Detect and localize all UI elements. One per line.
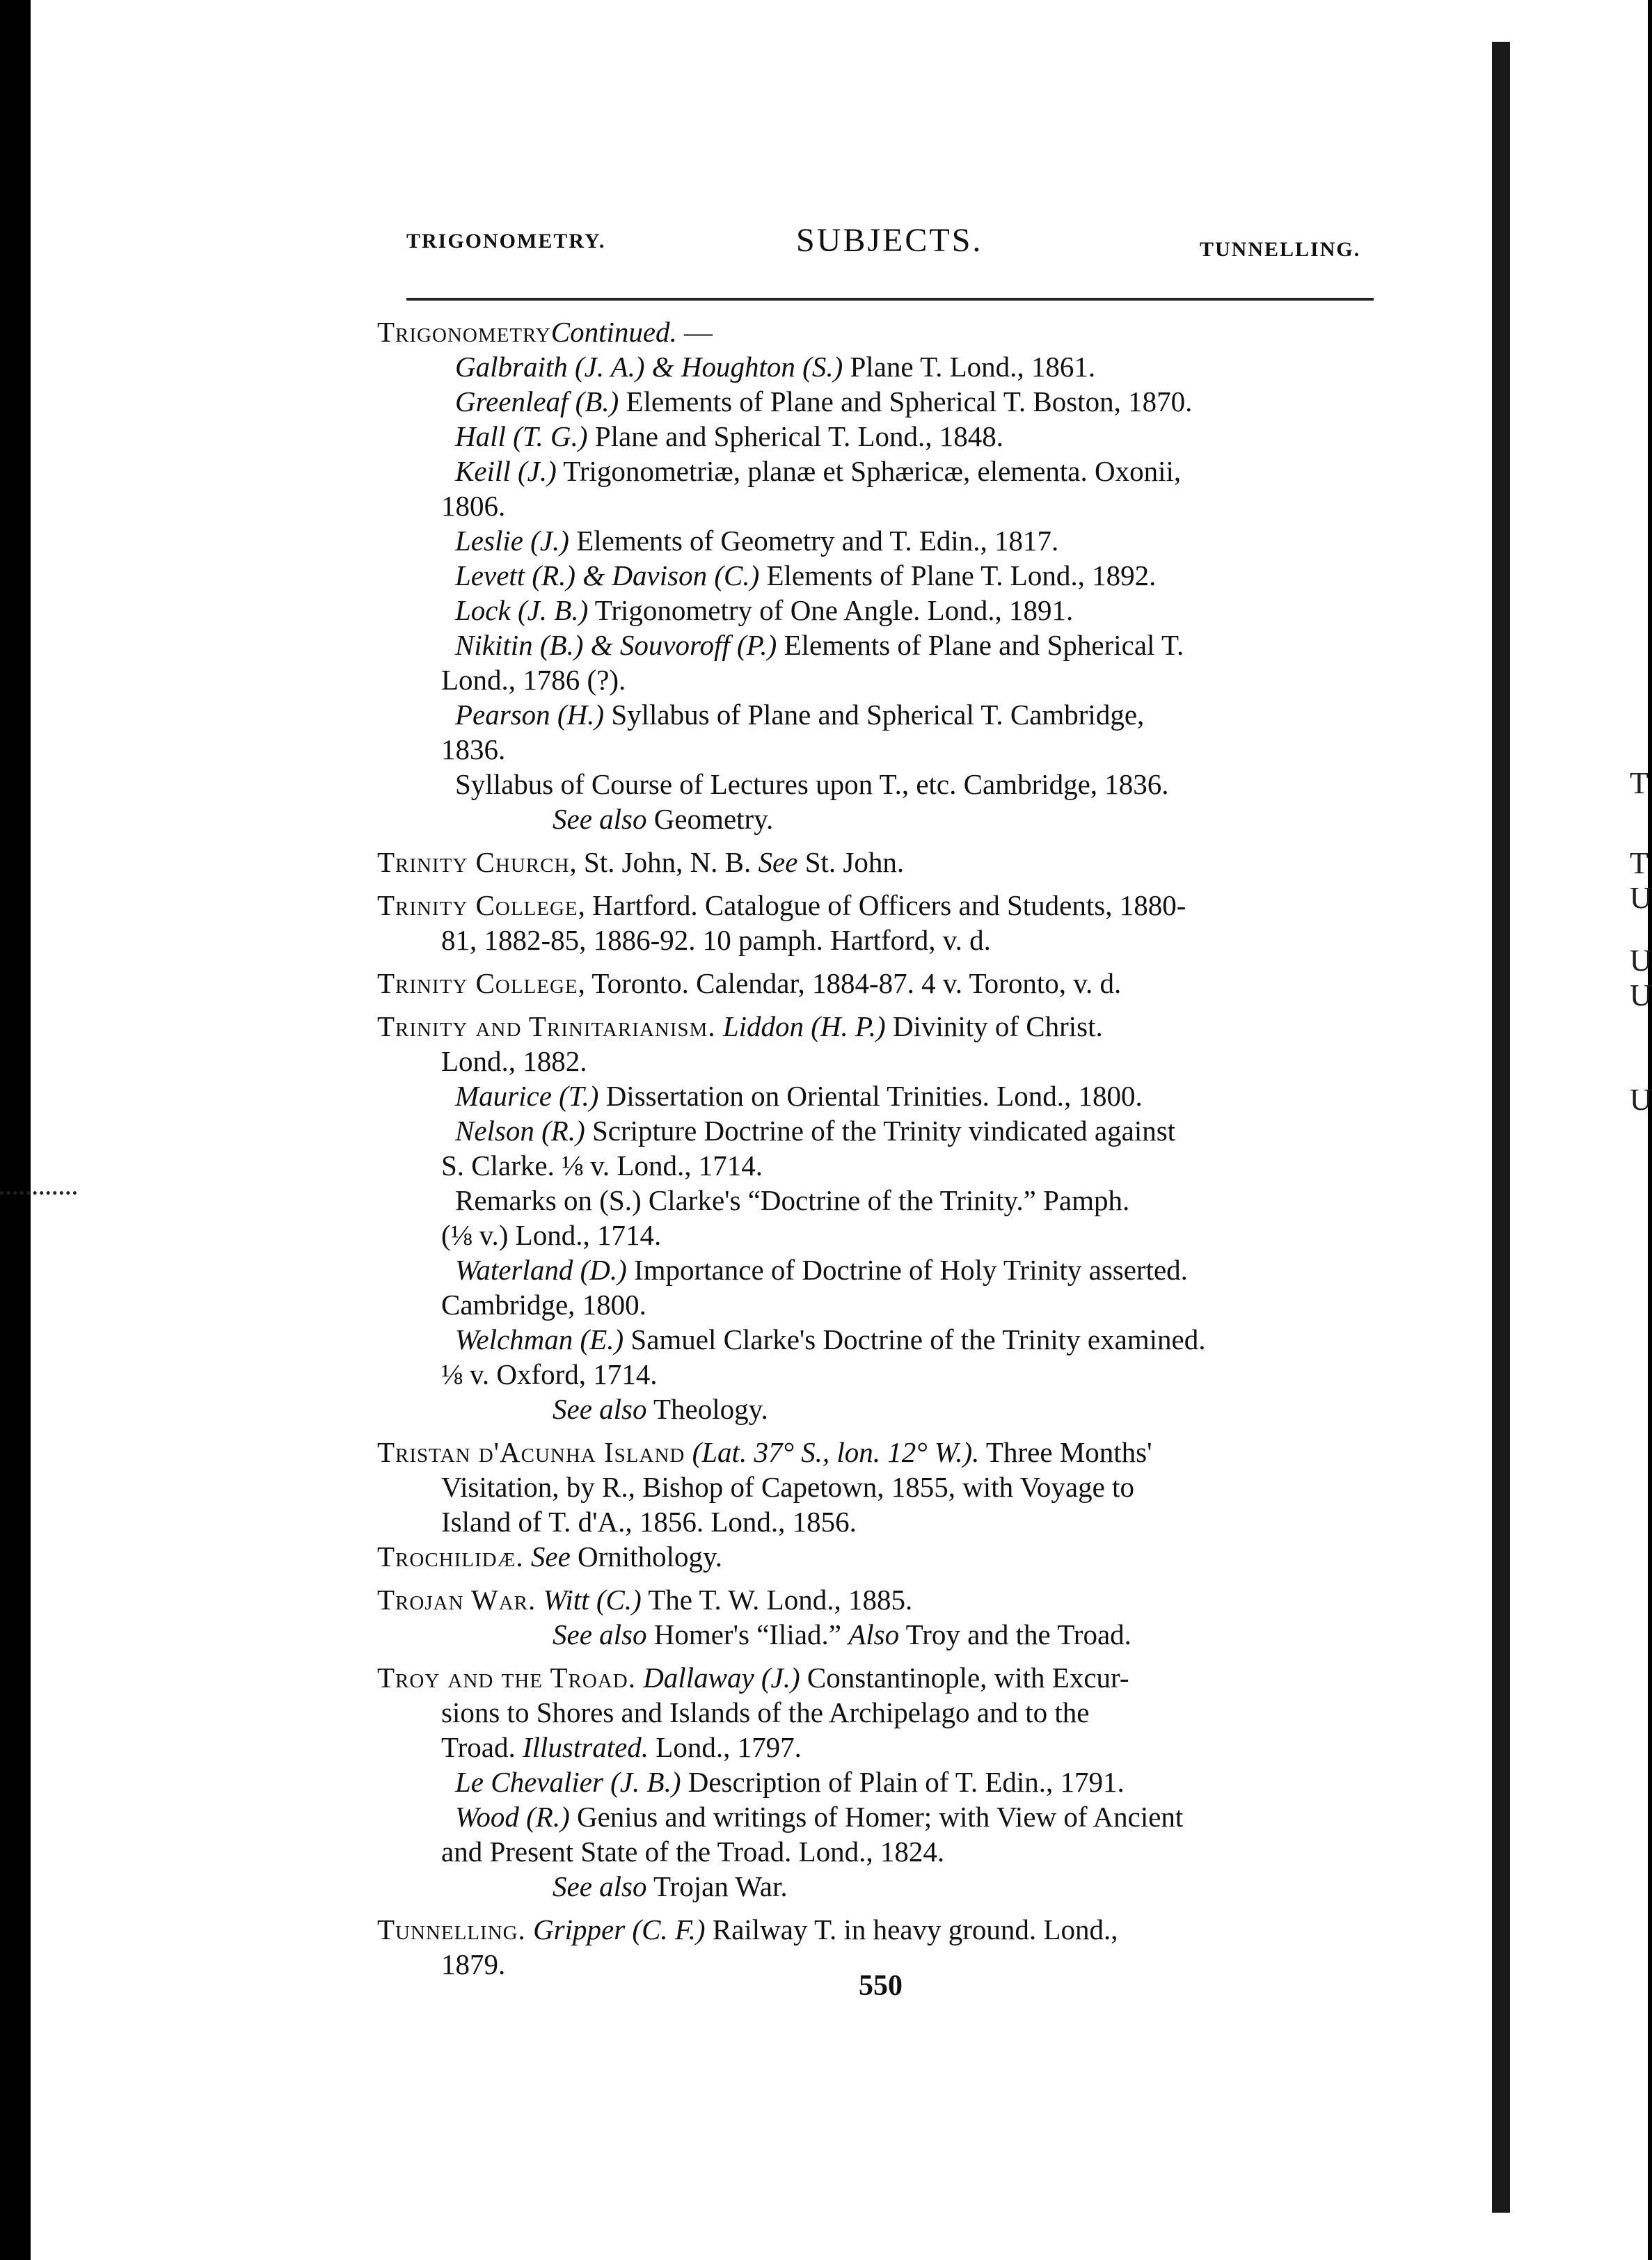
entry-heading: Trochilidæ. [377, 1541, 524, 1573]
entry-italic: See also [553, 1870, 647, 1902]
entry-text: S. Clarke. ⅛ v. Lond., 1714. [441, 1149, 763, 1181]
entry-italic: Greenleaf (B.) [455, 385, 619, 417]
index-entry-line [372, 1539, 1388, 1574]
running-header-right: TUNNELLING. [1200, 238, 1361, 261]
index-entry-line [372, 1044, 1388, 1079]
entry-heading: Troy and the Troad. [377, 1662, 636, 1694]
entry-text: Scripture Doctrine of the Trinity vindicated against [585, 1115, 1176, 1147]
entry-italic: Pearson (H.) [455, 699, 605, 731]
entry-text: Constantinople, with Excur- [800, 1662, 1129, 1694]
entry-text: Elements of Plane and Spherical T. [777, 629, 1184, 661]
entry-text: Remarks on (S.) Clarke's “Doctrine of the Trinity.” Pamph. [455, 1184, 1130, 1216]
index-entry-line [372, 1183, 1388, 1218]
entry-text: ⅛ v. Oxford, 1714. [441, 1358, 658, 1390]
entry-italic: Wood (R.) [455, 1801, 570, 1833]
margin-letter: U [1630, 978, 1652, 1012]
index-entry-line [372, 1470, 1388, 1504]
index-entry-line [372, 1357, 1388, 1392]
entry-text: Troy and the Troad. [899, 1618, 1131, 1650]
index-entry-line [372, 593, 1388, 628]
index-entry-line [372, 1252, 1388, 1287]
entry-italic: Galbraith (J. A.) & Houghton (S.) [455, 351, 843, 383]
entry-text: Lond., 1882. [441, 1045, 587, 1077]
entry-text: Samuel Clarke's Doctrine of the Trinity examined. [624, 1323, 1206, 1355]
entry-text: Importance of Doctrine of Holy Trinity asserted. [626, 1254, 1188, 1286]
entry-text: — [676, 316, 713, 348]
index-entry-line [372, 1009, 1388, 1044]
entry-italic: Leslie (J.) [455, 525, 569, 557]
index-entry-line [372, 315, 1388, 349]
entry-text: 81, 1882-85, 1886-92. 10 pamph. Hartford, v. d. [441, 924, 991, 956]
entry-text: sions to Shores and Islands of the Archipelago and to the [441, 1696, 1090, 1728]
entry-text: Lond., 1797. [649, 1731, 802, 1763]
entry-heading: Tristan d'Acunha Island [377, 1436, 685, 1468]
entry-text: and Present State of the Troad. Lond., 1824. [441, 1836, 945, 1868]
index-entry-line [372, 1765, 1388, 1799]
index-entry-line [372, 384, 1388, 419]
index-entry-line [372, 697, 1388, 732]
page-number: 550 [859, 1970, 903, 2002]
index-entry-line [372, 923, 1388, 957]
index-entry-line [372, 662, 1388, 697]
margin-letter: T [1630, 766, 1649, 800]
adjacent-page-strip [1484, 0, 1652, 2260]
entry-text: Geometry. [646, 803, 774, 835]
entry-text: Description of Plain of T. Edin., 1791. [681, 1766, 1125, 1798]
index-entry-line [372, 1148, 1388, 1183]
entry-italic: Hall (T. G.) [455, 420, 588, 452]
entry-italic: See also [553, 1393, 647, 1425]
index-entry-line [372, 628, 1388, 662]
entry-text: Elements of Plane and Spherical T. Boston, 1870. [619, 385, 1193, 417]
entry-text: 1806. [441, 490, 506, 522]
running-header-left: TRIGONOMETRY. [406, 230, 606, 253]
page-gutter-shadow [1492, 42, 1510, 2213]
index-entry-line [372, 558, 1388, 593]
margin-letter: U [1630, 881, 1652, 915]
header-rule [406, 298, 1374, 301]
index-entry-line [372, 488, 1388, 523]
entry-text: Elements of Geometry and T. Edin., 1817. [569, 525, 1059, 557]
entry-text: St. John. [797, 846, 905, 878]
index-entry-line [372, 1834, 1388, 1869]
entry-text: Three Months' [979, 1436, 1152, 1468]
index-entry-line [372, 845, 1388, 880]
entry-italic: See [523, 1541, 571, 1573]
index-entry-line [372, 888, 1388, 923]
index-entry-line [372, 349, 1388, 384]
index-entry-line [372, 1287, 1388, 1322]
entry-text: , Toronto. Calendar, 1884-87. 4 v. Toronto, v. d. [578, 967, 1122, 999]
entry-text: Dissertation on Oriental Trinities. Lond., 1800. [598, 1080, 1143, 1112]
scan-margin-mark [0, 1191, 77, 1202]
entry-text: Elements of Plane T. Lond., 1892. [759, 559, 1157, 591]
entry-italic: See also [553, 1618, 647, 1650]
index-entry-line [372, 1079, 1388, 1113]
entry-italic: Maurice (T.) [455, 1080, 599, 1112]
entry-italic: (Lat. 37° S., lon. 12° W.). [685, 1436, 980, 1468]
entry-text: Lond., 1786 (?). [441, 664, 626, 696]
index-entry-line [372, 767, 1388, 802]
entry-heading: Tunnelling. [377, 1913, 526, 1945]
entry-italic: Nelson (R.) [455, 1115, 585, 1147]
entry-text: Ornithology. [570, 1541, 723, 1573]
entry-text: , Hartford. Catalogue of Officers and Students, 1880- [578, 889, 1186, 921]
entry-text: Trigonometry of One Angle. Lond., 1891. [588, 594, 1074, 626]
index-entries [372, 315, 1388, 1982]
entry-heading: Trinity College [377, 967, 578, 999]
index-entry-line [372, 966, 1388, 1001]
entry-text: , St. John, N. B. [569, 846, 759, 878]
entry-text: Troad. [441, 1731, 523, 1763]
entry-text: Island of T. d'A., 1856. Lond., 1856. [441, 1506, 857, 1538]
entry-text: The T. W. Lond., 1885. [641, 1584, 913, 1616]
entry-italic: Keill (J.) [455, 455, 557, 487]
entry-heading: Trojan War. [377, 1584, 537, 1616]
index-entry-line [372, 1695, 1388, 1730]
entry-italic: See [758, 846, 798, 878]
index-entry-line [372, 1869, 1388, 1904]
entry-italic: Liddon (H. P.) [715, 1010, 886, 1042]
entry-text: Homer's “Iliad.” [646, 1618, 849, 1650]
index-entry-line [372, 1912, 1388, 1947]
entry-text: Trojan War. [646, 1870, 788, 1902]
index-entry-line [372, 1218, 1388, 1252]
entry-heading: Trinity College [377, 889, 578, 921]
entry-text: Syllabus of Course of Lectures upon T., etc. Cambridge, 1836. [455, 768, 1169, 800]
entry-text: Railway T. in heavy ground. Lond., [705, 1913, 1118, 1945]
index-entry-line [372, 523, 1388, 558]
entry-italic: Welchman (E.) [455, 1323, 624, 1355]
index-entry-line [372, 1660, 1388, 1695]
index-entry-line [372, 1730, 1388, 1765]
entry-italic: Waterland (D.) [455, 1254, 627, 1286]
entry-italic: Illustrated. [522, 1731, 649, 1763]
entry-italic: Nikitin (B.) & Souvoroff (P.) [455, 629, 777, 661]
entry-italic: Le Chevalier (J. B.) [455, 1766, 681, 1798]
entry-text: (⅛ v.) Lond., 1714. [441, 1219, 662, 1251]
index-entry-line [372, 802, 1388, 836]
entry-heading: Trinity Church [377, 846, 570, 878]
entry-text: Cambridge, 1800. [441, 1289, 646, 1321]
entry-text: Trigonometriæ, planæ et Sphæricæ, elementa. Oxonii, [556, 455, 1182, 487]
entry-text: Theology. [646, 1393, 768, 1425]
entry-italic: Levett (R.) & Davison (C.) [455, 559, 760, 591]
index-entry-line [372, 454, 1388, 488]
entry-italic: See also [553, 803, 647, 835]
index-entry-line [372, 419, 1388, 454]
entry-text: Visitation, by R., Bishop of Capetown, 1855, with Voyage to [441, 1471, 1134, 1503]
entry-italic: Also [848, 1618, 900, 1650]
index-entry-line [372, 1322, 1388, 1357]
entry-text: Syllabus of Plane and Spherical T. Cambridge, [604, 699, 1145, 731]
index-entry-line [372, 1504, 1388, 1539]
margin-letter: T [1630, 846, 1649, 880]
index-entry-line [372, 1799, 1388, 1834]
entry-italic: Dallaway (J.) [635, 1662, 800, 1694]
entry-italic: Continued. [550, 316, 677, 348]
entry-text: Divinity of Christ. [885, 1010, 1103, 1042]
index-entry-line [372, 1582, 1388, 1617]
entry-text: Genius and writings of Homer; with View of Ancient [569, 1801, 1184, 1833]
index-entry-line [372, 1113, 1388, 1148]
index-entry-line [372, 732, 1388, 767]
index-entry-line [372, 1617, 1388, 1652]
entry-italic: Gripper (C. F.) [525, 1913, 706, 1945]
index-entry-line [372, 1392, 1388, 1426]
margin-letter: U [1630, 1083, 1652, 1117]
page-sheet [31, 0, 1484, 2260]
entry-text: Plane T. Lond., 1861. [843, 351, 1096, 383]
entry-text: 1836. [441, 733, 506, 765]
entry-heading: Trigonometry [377, 316, 551, 348]
index-entry-line [372, 1435, 1388, 1470]
entry-italic: Witt (C.) [536, 1584, 642, 1616]
entry-text: Plane and Spherical T. Lond., 1848. [587, 420, 1004, 452]
entry-italic: Lock (J. B.) [455, 594, 589, 626]
margin-letter: U [1630, 944, 1652, 978]
entry-text: 1879. [441, 1948, 506, 1980]
entry-heading: Trinity and Trinitarianism. [377, 1010, 716, 1042]
running-header-center: SUBJECTS. [796, 222, 983, 259]
